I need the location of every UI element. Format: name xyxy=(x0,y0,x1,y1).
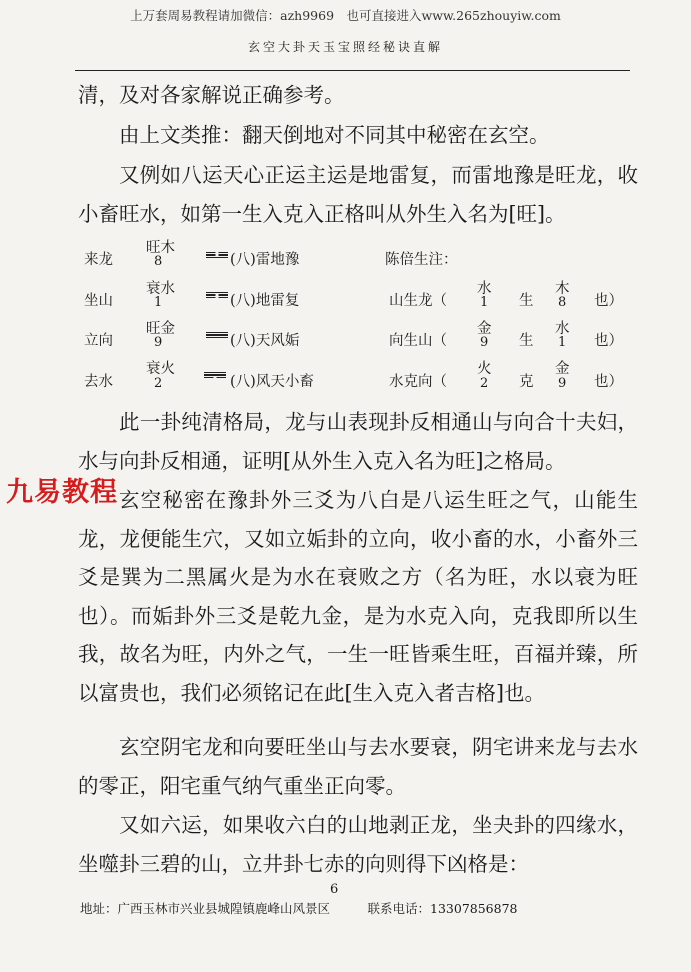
row-element: 衰水 xyxy=(146,281,175,297)
row-gua: (八)风天小畜 xyxy=(230,374,314,390)
note-number-a: 1 xyxy=(480,295,489,310)
paragraph-2: 由上文类推：翻天倒地对不同其中秘密在玄空。 xyxy=(119,123,550,147)
note-end: 也） xyxy=(594,333,623,349)
row-gua: (八)地雷复 xyxy=(230,293,300,309)
page-number: 6 xyxy=(330,882,339,897)
note-element-a: 水 xyxy=(477,281,492,297)
row-label: 去水 xyxy=(84,374,113,390)
paragraph-5: 玄空秘密在豫卦外三爻为八白是八运生旺之气，山能生龙，龙便能生穴，又如立姤卦的立向，收小畜的水，小畜外三爻是巽为二黑属火是为水在衰败之方（名为旺，水以衰为旺也）。而姤卦外三爻是乾九金，是为水克入向，克我即所以生我，故名为旺，内外之气，一生一旺皆乘生旺，百福并臻，所以富贵也，我们必须铭记在此[生入克入者吉格]也。 xyxy=(78,488,638,705)
note-label: 水克向（ xyxy=(389,374,447,390)
note-element-a: 金 xyxy=(477,321,492,337)
note-number-b: 8 xyxy=(558,295,567,310)
row-number: 2 xyxy=(154,376,163,391)
row-label: 坐山 xyxy=(84,293,113,309)
note-element-b: 木 xyxy=(555,281,570,297)
note-verb: 生 xyxy=(519,293,534,309)
row-number: 8 xyxy=(154,254,163,269)
watermark-logo-text: 九易教程 xyxy=(6,477,118,508)
row-element: 衰火 xyxy=(146,361,175,377)
row-number: 9 xyxy=(154,335,163,350)
note-element-a: 火 xyxy=(477,361,492,377)
header-rule xyxy=(75,70,630,71)
row-gua: (八)天风姤 xyxy=(230,333,300,349)
note-number-b: 1 xyxy=(558,335,567,350)
note-number-a: 9 xyxy=(480,335,489,350)
note-label: 向生山（ xyxy=(389,333,447,349)
notes-title: 陈倍生注： xyxy=(385,252,458,268)
trigram-icon xyxy=(206,292,228,303)
note-end: 也） xyxy=(594,293,623,309)
note-element-b: 水 xyxy=(555,321,570,337)
row-label: 立向 xyxy=(84,333,113,349)
note-number-b: 9 xyxy=(558,376,567,391)
trigram-icon xyxy=(206,252,228,263)
note-label: 山生龙（ xyxy=(389,293,447,309)
row-gua: (八)雷地豫 xyxy=(230,252,300,268)
note-verb: 克 xyxy=(519,374,534,390)
note-end: 也） xyxy=(594,374,623,390)
top-banner-text: 上万套周易教程请加微信：azh9969 也可直接进入www.265zhouyiw.com xyxy=(130,8,561,23)
row-label: 来龙 xyxy=(84,252,113,268)
paragraph-3: 又例如八运天心正运主运是地雷复，而雷地豫是旺龙，收小畜旺水，如第一生入克入正格叫从外生入名为[旺]。 xyxy=(78,163,638,226)
footer-address: 地址：广西玉林市兴业县城隍镇鹿峰山风景区 联系电话：13307856878 xyxy=(80,901,518,916)
row-element: 旺木 xyxy=(146,240,175,256)
row-element: 旺金 xyxy=(146,321,175,337)
book-title: 玄空大卦天玉宝照经秘诀直解 xyxy=(247,40,443,54)
note-verb: 生 xyxy=(519,333,534,349)
note-number-a: 2 xyxy=(480,376,489,391)
paragraph-1: 清，及对各家解说正确参考。 xyxy=(78,83,345,107)
trigram-icon xyxy=(206,332,228,343)
paragraph-4: 此一卦纯清格局，龙与山表现卦反相通山与向合十夫妇，水与向卦反相通，证明[从外生入克入名为旺]之格局。 xyxy=(78,410,638,473)
paragraph-6: 玄空阴宅龙和向要旺坐山与去水要衰，阴宅讲来龙与去水的零正，阳宅重气纳气重坐正向零。 xyxy=(78,735,638,798)
note-element-b: 金 xyxy=(555,361,570,377)
paragraph-7: 又如六运，如果收六白的山地剥正龙，坐夬卦的四缘水，坐噬卦三碧的山，立井卦七赤的向则得下凶格是： xyxy=(78,813,638,876)
trigram-icon xyxy=(204,372,226,383)
row-number: 1 xyxy=(154,295,163,310)
